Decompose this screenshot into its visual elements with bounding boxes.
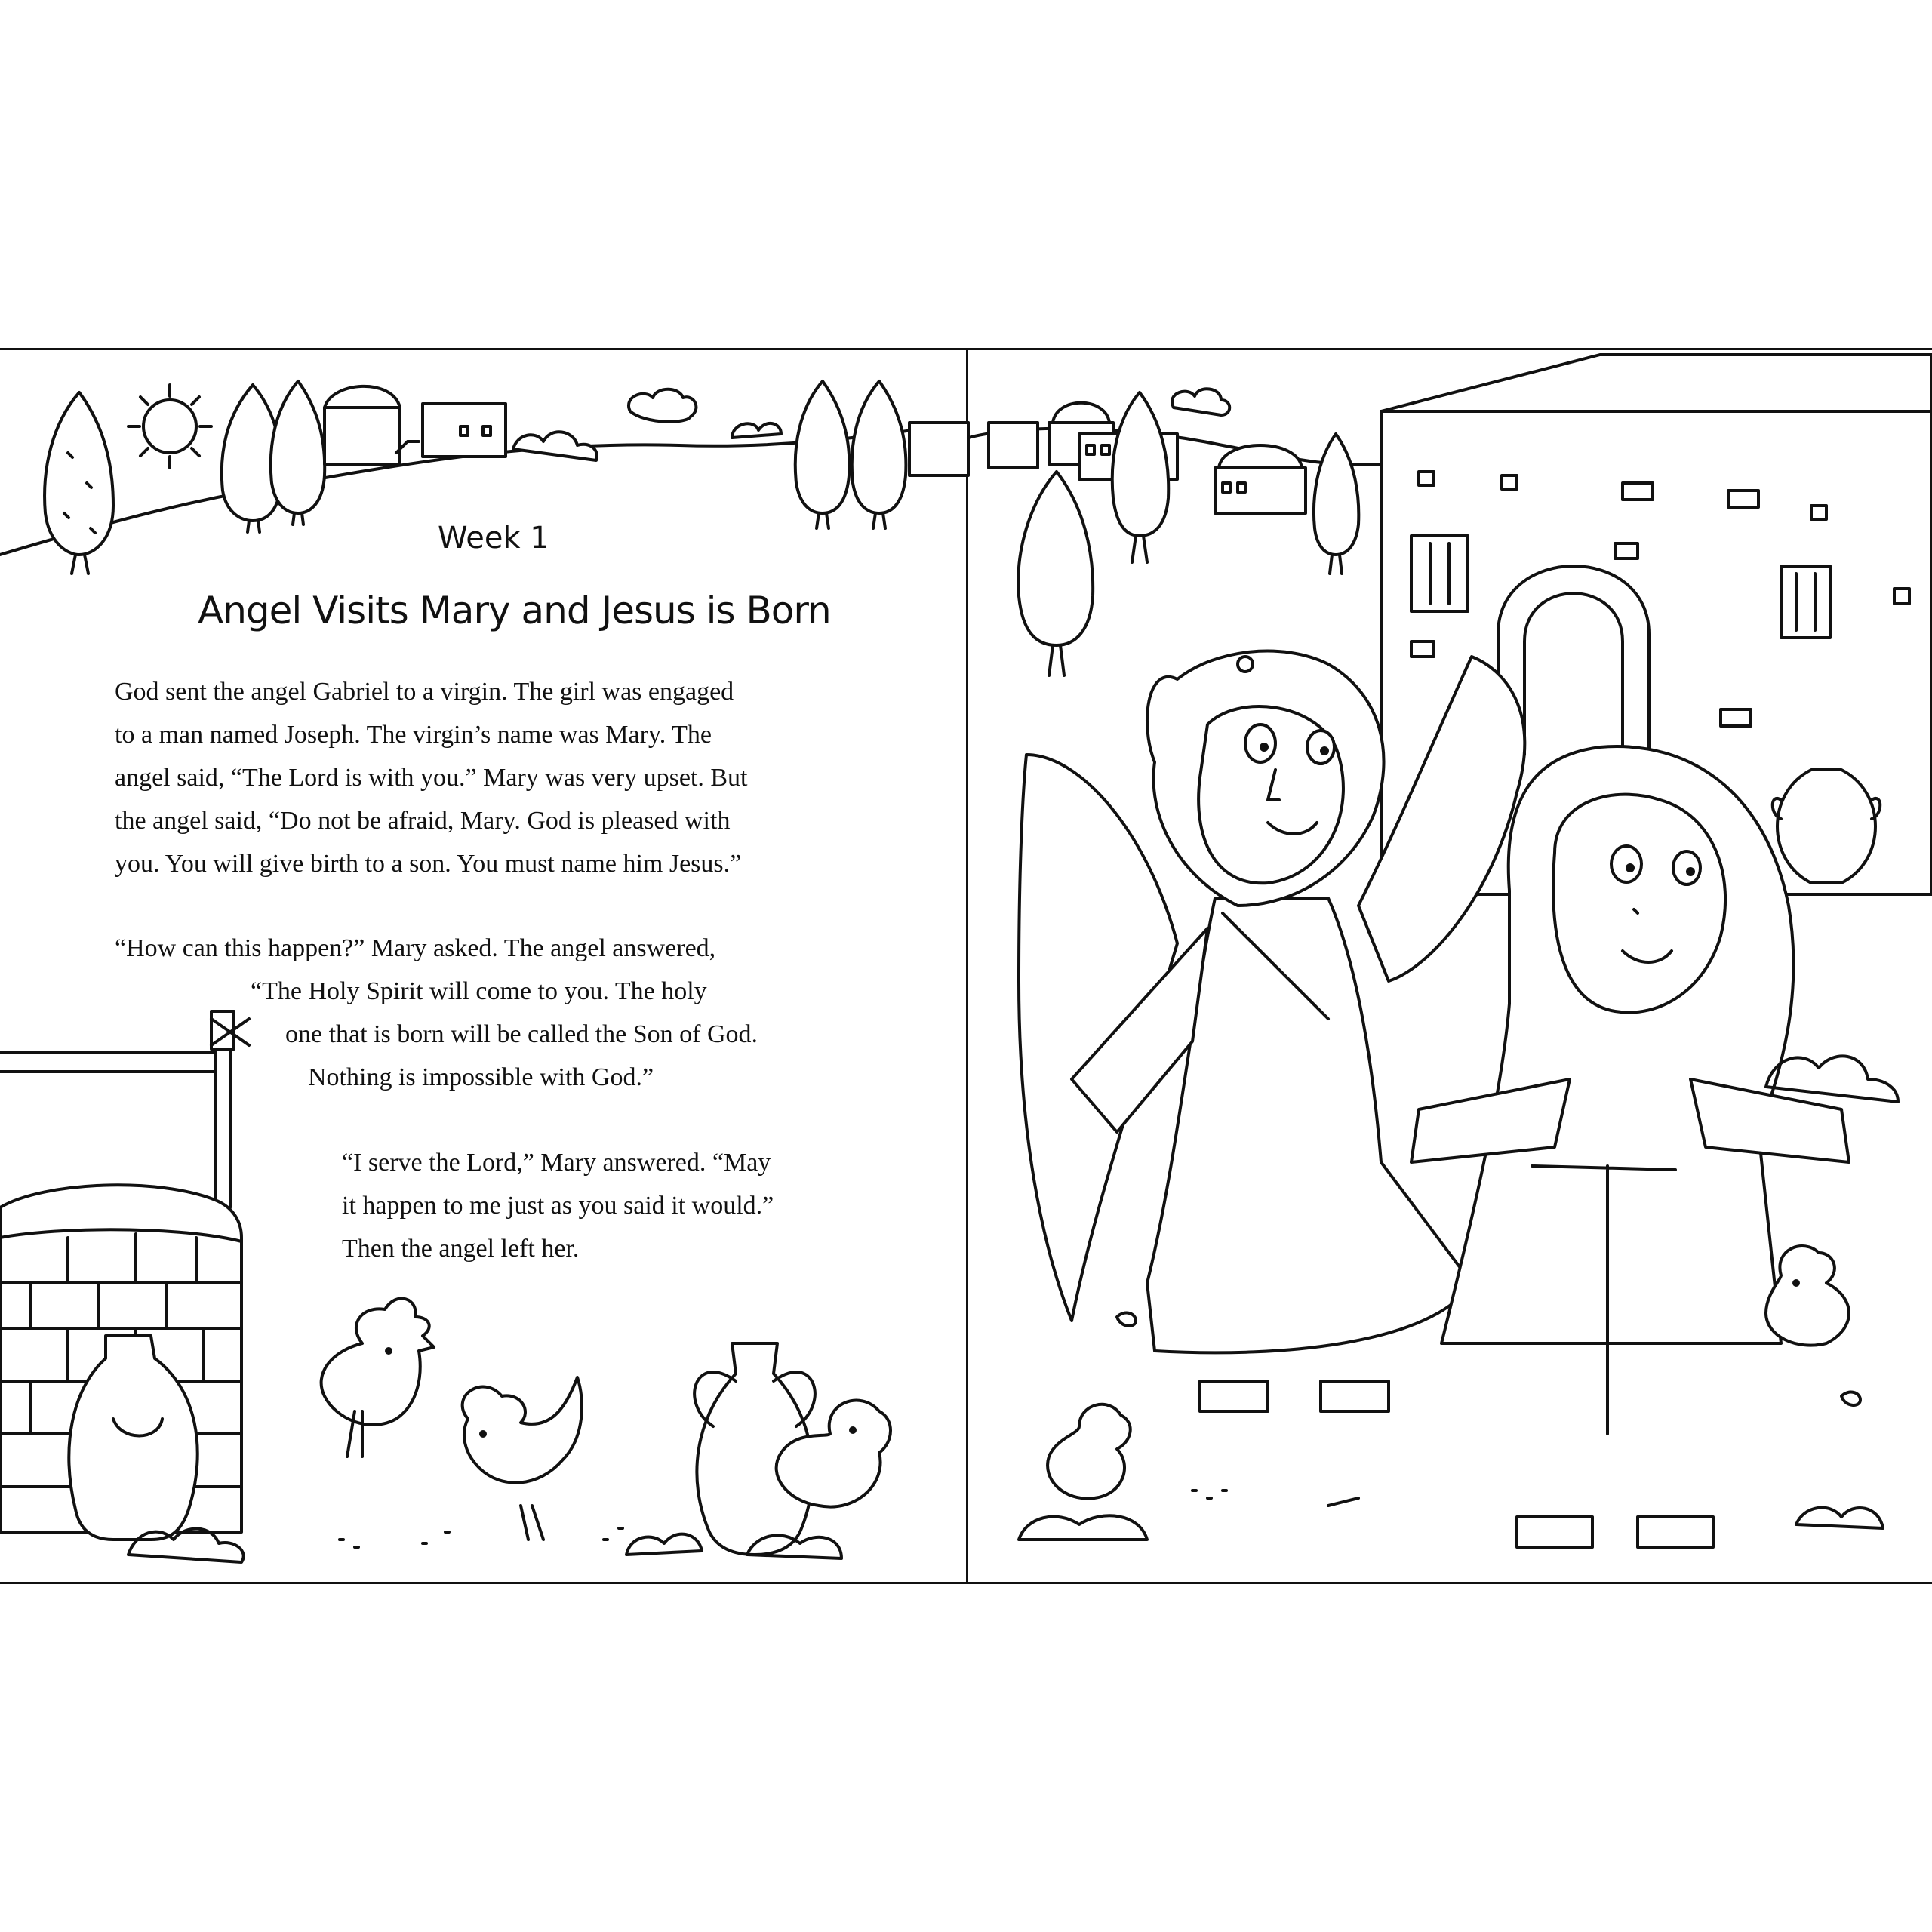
story-line: Nothing is impossible with God.” [308, 1063, 654, 1091]
tree-icon [1018, 472, 1093, 675]
sandal-icon [1200, 1381, 1268, 1411]
page-title: Angel Visits Mary and Jesus is Born [198, 589, 831, 632]
grain-dots [1192, 1491, 1358, 1506]
story-line: God sent the angel Gabriel to a virgin. The girl was engaged [115, 678, 734, 706]
hen-icon [1766, 1246, 1849, 1346]
story-line: you. You will give birth to a son. You must name him Jesus.” [115, 850, 742, 878]
hen-icon [1048, 1404, 1131, 1499]
story-line: angel said, “The Lord is with you.” Mary was very upset. But [115, 764, 748, 792]
sandal-icon [1321, 1381, 1389, 1411]
story-line: it happen to me just as you said it would.” [342, 1192, 774, 1220]
story-line: “I serve the Lord,” Mary answered. “May [342, 1149, 771, 1177]
grass-icon [1019, 1515, 1147, 1540]
story-line: the angel said, “Do not be afraid, Mary. God is pleased with [115, 807, 731, 835]
tree-icon [1314, 434, 1358, 574]
tree-icon [1112, 392, 1168, 562]
story-line: Then the angel left her. [342, 1235, 580, 1263]
cloud-icon [1172, 389, 1229, 415]
angel-head [1147, 651, 1384, 906]
story-line: to a man named Joseph. The virgin’s name was Mary. The [115, 721, 712, 749]
week-label: Week 1 [438, 521, 549, 555]
grass-icon [1796, 1508, 1883, 1528]
story-line: “The Holy Spirit will come to you. The holy [251, 977, 707, 1005]
story-line: one that is born will be called the Son of God. [285, 1020, 758, 1048]
story-line: “How can this happen?” Mary asked. The angel answered, [115, 934, 716, 962]
bush-icon [1766, 1056, 1898, 1102]
